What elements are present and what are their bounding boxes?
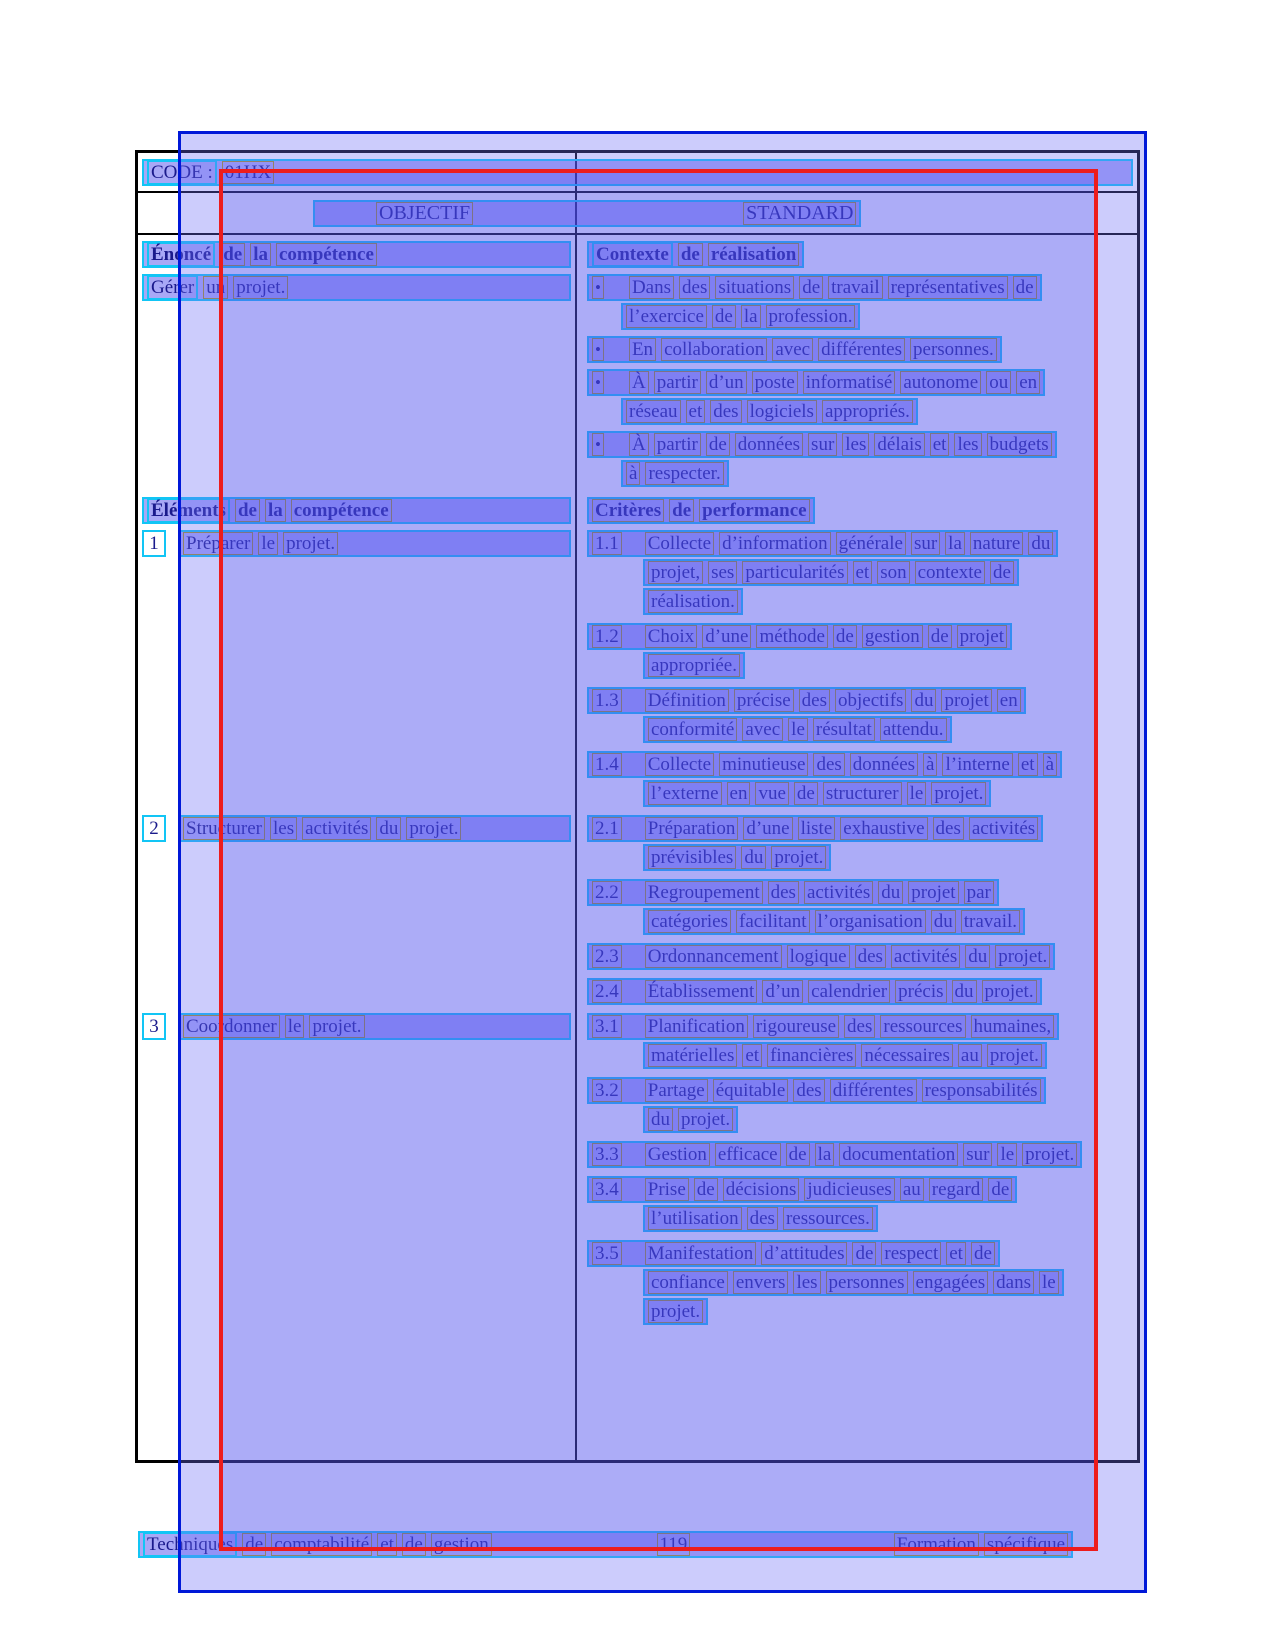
word-box: précise xyxy=(734,689,794,712)
word-box: financières xyxy=(767,1044,856,1067)
word-box: Gérer xyxy=(147,275,198,300)
criterion-line xyxy=(587,751,1062,778)
word-box: Formation xyxy=(894,1533,979,1556)
word-box: et xyxy=(853,561,873,584)
word-box: Planification xyxy=(645,1015,748,1038)
criterion-line xyxy=(587,687,1026,714)
word-box: des xyxy=(747,1207,778,1230)
word-box: de xyxy=(799,276,823,299)
criterion-line xyxy=(587,1013,1059,1040)
word-box: projet xyxy=(941,689,991,712)
word-box: prévisibles xyxy=(648,846,736,869)
word-box: de xyxy=(928,625,952,648)
word-box: d’information xyxy=(719,532,831,555)
word-box: le xyxy=(788,718,808,741)
word-box: Manifestation xyxy=(645,1242,757,1265)
word-box: différentes xyxy=(818,338,905,361)
objectif-header: OBJECTIF xyxy=(376,202,473,225)
enonce-title-row xyxy=(142,241,571,268)
criterion-line xyxy=(587,1141,1082,1168)
word-box: d’une xyxy=(702,625,751,648)
word-box: minutieuse xyxy=(719,753,808,776)
word-box: au xyxy=(900,1178,924,1201)
word-box: réseau xyxy=(626,400,681,423)
word-box: et xyxy=(946,1242,966,1265)
word-box: ressources xyxy=(880,1015,965,1038)
element-number: 3 xyxy=(142,1013,166,1040)
criterion-line xyxy=(587,623,1012,650)
word-box: d’un xyxy=(762,980,803,1003)
word-box: de xyxy=(786,1143,810,1166)
word-box: Regroupement xyxy=(645,881,763,904)
column-headers-band xyxy=(313,200,861,227)
word-box: et xyxy=(686,400,706,423)
word-box: du xyxy=(931,910,956,933)
column-divider xyxy=(575,235,577,1461)
word-box: à xyxy=(626,462,640,485)
word-box: Critères xyxy=(592,499,664,522)
word-box: Structurer xyxy=(183,817,265,840)
word-box: respecter. xyxy=(645,462,723,485)
word-box: vue xyxy=(755,782,788,805)
word-box: projet xyxy=(957,625,1007,648)
word-box: la xyxy=(945,532,965,555)
word-box: de xyxy=(678,243,703,266)
word-box: des xyxy=(855,945,886,968)
footer-line-band xyxy=(138,1531,1073,1558)
word-box: Contexte xyxy=(592,242,673,267)
word-box: ses xyxy=(708,561,737,584)
criterion-number: 1.1 xyxy=(592,532,622,555)
word-box: l’interne xyxy=(942,753,1012,776)
word-box: méthode xyxy=(756,625,827,648)
competency-table xyxy=(135,150,1140,1463)
word-box: nature xyxy=(970,532,1023,555)
word-box: de xyxy=(988,1178,1012,1201)
line-band xyxy=(178,530,571,557)
word-box: données xyxy=(735,433,803,456)
word-box: des xyxy=(799,689,830,712)
word-box: attendu. xyxy=(880,718,947,741)
criterion-number: 3.4 xyxy=(592,1178,622,1201)
word-box: les xyxy=(842,433,869,456)
word-box: partir xyxy=(654,371,701,394)
word-box: liste xyxy=(798,817,836,840)
criterion-line xyxy=(643,844,831,871)
word-box: à xyxy=(923,753,937,776)
line-band xyxy=(142,241,571,268)
criterion-line xyxy=(643,780,991,807)
word-box: l’externe xyxy=(648,782,722,805)
word-box: projet. xyxy=(931,782,986,805)
word-box: des xyxy=(768,881,799,904)
elements-title-row xyxy=(142,497,571,524)
word-box: humaines, xyxy=(971,1015,1055,1038)
word-box: activités xyxy=(804,881,873,904)
word-box: Préparation xyxy=(645,817,739,840)
criterion-line xyxy=(643,1298,708,1325)
word-box: de xyxy=(971,1242,995,1265)
word-box: le xyxy=(997,1143,1017,1166)
word-box: conformité xyxy=(648,718,737,741)
bullet-line xyxy=(587,336,1002,363)
word-box: décisions xyxy=(723,1178,800,1201)
word-box: responsabilités xyxy=(922,1079,1041,1102)
criterion-line xyxy=(643,559,1019,586)
word-box: résultat xyxy=(813,718,875,741)
word-box: projet. xyxy=(648,1300,703,1323)
criterion-line xyxy=(643,908,1025,935)
word-box: À xyxy=(629,371,649,394)
criterion-number: 2.3 xyxy=(592,945,622,968)
word-box: les xyxy=(954,433,981,456)
bullet-icon: • xyxy=(592,371,604,394)
line-band xyxy=(142,274,571,301)
word-box: générale xyxy=(836,532,906,555)
bullet-icon: • xyxy=(592,433,604,456)
word-box: de xyxy=(235,499,260,522)
word-box: projet xyxy=(908,881,958,904)
word-box: délais xyxy=(874,433,924,456)
word-box: son xyxy=(877,561,909,584)
bullet-line xyxy=(587,274,1042,301)
word-box: de xyxy=(794,782,818,805)
word-box: activités xyxy=(302,817,371,840)
word-box: la xyxy=(265,499,286,522)
word-box: sur xyxy=(963,1143,992,1166)
code-row xyxy=(138,153,1137,193)
word-box: du xyxy=(952,980,977,1003)
word-box: En xyxy=(629,338,656,361)
word-box: d’attitudes xyxy=(761,1242,847,1265)
word-box: calendrier xyxy=(808,980,890,1003)
criterion-line xyxy=(587,879,999,906)
code-band-slot xyxy=(142,159,1133,186)
word-box: activités xyxy=(891,945,960,968)
word-box: des xyxy=(793,1079,824,1102)
element-row xyxy=(142,815,571,842)
word-box: objectifs xyxy=(835,689,906,712)
word-box: profession. xyxy=(766,305,856,328)
line-band xyxy=(142,497,571,524)
word-box: particularités xyxy=(742,561,847,584)
word-box: d’une xyxy=(743,817,792,840)
word-box: autonome xyxy=(900,371,981,394)
word-box: efficace xyxy=(715,1143,781,1166)
word-box: de xyxy=(220,243,245,266)
word-box: ou xyxy=(986,371,1011,394)
word-box: et xyxy=(1018,753,1038,776)
word-box: Définition xyxy=(645,689,729,712)
standard-column xyxy=(577,235,1133,1325)
word-box: situations xyxy=(715,276,794,299)
word-box: de xyxy=(402,1533,426,1556)
word-box: documentation xyxy=(839,1143,958,1166)
word-box: Techniques xyxy=(143,1532,237,1557)
criterion-number: 3.3 xyxy=(592,1143,622,1166)
word-box: par xyxy=(964,881,994,904)
bullet-icon: • xyxy=(592,338,604,361)
word-box: judicieuses xyxy=(804,1178,894,1201)
criterion-line xyxy=(643,1106,738,1133)
criterion-number: 3.2 xyxy=(592,1079,622,1102)
word-box: Énoncé xyxy=(147,242,215,267)
element-number: 2 xyxy=(142,815,166,842)
word-box: en xyxy=(727,782,751,805)
word-box: partir xyxy=(654,433,701,456)
word-box: budgets xyxy=(987,433,1052,456)
word-box: sur xyxy=(808,433,837,456)
criterion-line xyxy=(587,815,1043,842)
code-label: CODE : xyxy=(147,160,217,185)
criterion-line xyxy=(643,1042,1047,1069)
word-box: projet. xyxy=(1022,1143,1077,1166)
criterion-line xyxy=(587,1077,1046,1104)
contexte-title-band xyxy=(587,241,804,268)
word-box: différentes xyxy=(830,1079,917,1102)
line-band xyxy=(178,1013,571,1040)
word-box: au xyxy=(958,1044,982,1067)
bullet-line xyxy=(587,369,1045,396)
word-box: confiance xyxy=(648,1271,728,1294)
criteres-title-band xyxy=(587,497,815,524)
word-box: matérielles xyxy=(648,1044,737,1067)
word-box: poste xyxy=(752,371,798,394)
word-box: et xyxy=(930,433,950,456)
word-box: des xyxy=(933,817,964,840)
word-box: exhaustive xyxy=(840,817,927,840)
word-box: projet. xyxy=(678,1108,733,1131)
word-box: le xyxy=(1039,1271,1059,1294)
bullet-line xyxy=(621,460,729,487)
criterion-number: 2.2 xyxy=(592,881,622,904)
word-box: activités xyxy=(969,817,1038,840)
word-box: de xyxy=(990,561,1014,584)
word-box: avec xyxy=(772,338,813,361)
word-box: l’utilisation xyxy=(648,1207,742,1230)
word-box: ressources. xyxy=(783,1207,873,1230)
word-box: regard xyxy=(929,1178,984,1201)
bullet-line xyxy=(587,431,1057,458)
word-box: respect xyxy=(881,1242,941,1265)
word-box: structurer xyxy=(823,782,902,805)
bullet-icon: • xyxy=(592,276,604,299)
content-row xyxy=(138,235,1137,1461)
word-box: Collecte xyxy=(645,753,714,776)
bullet-line xyxy=(621,303,860,330)
word-box: du xyxy=(965,945,990,968)
word-box: envers xyxy=(733,1271,789,1294)
word-box: projet. xyxy=(771,846,826,869)
word-box: de xyxy=(694,1178,718,1201)
criterion-line xyxy=(643,652,745,679)
criterion-line xyxy=(587,1176,1017,1203)
criterion-number: 2.4 xyxy=(592,980,622,1003)
element-row xyxy=(142,1013,571,1040)
word-box: de xyxy=(712,305,736,328)
bullet-line xyxy=(621,398,918,425)
word-box: du xyxy=(878,881,903,904)
word-box: du xyxy=(1028,532,1053,555)
word-box: Choix xyxy=(645,625,697,648)
word-box: de xyxy=(669,499,694,522)
word-box: de xyxy=(242,1533,266,1556)
code-value: 01HX xyxy=(222,161,274,184)
line-band xyxy=(142,159,1133,186)
word-box: Établissement xyxy=(645,980,758,1003)
word-box: logique xyxy=(787,945,850,968)
word-box: comptabilité xyxy=(271,1533,372,1556)
word-box: dans xyxy=(993,1271,1034,1294)
word-box: facilitant xyxy=(736,910,810,933)
word-box: d’un xyxy=(706,371,747,394)
criterion-number: 3.5 xyxy=(592,1242,622,1265)
word-box: des xyxy=(710,400,741,423)
criterion-number: 3.1 xyxy=(592,1015,622,1038)
word-box: compétence xyxy=(291,499,392,522)
word-box: Éléments xyxy=(147,498,230,523)
word-box: gestion xyxy=(862,625,923,648)
word-box: avec xyxy=(742,718,783,741)
word-box: personnes. xyxy=(910,338,997,361)
word-box: du xyxy=(648,1108,673,1131)
criterion-line xyxy=(643,588,743,615)
word-box: projet. xyxy=(982,980,1037,1003)
word-box: des xyxy=(679,276,710,299)
word-box: l’exercice xyxy=(626,305,707,328)
word-box: projet. xyxy=(987,1044,1042,1067)
word-box: nécessaires xyxy=(861,1044,952,1067)
word-box: collaboration xyxy=(661,338,767,361)
word-box: réalisation xyxy=(708,243,800,266)
word-box: en xyxy=(1016,371,1040,394)
word-box: équitable xyxy=(713,1079,789,1102)
criterion-line xyxy=(643,716,952,743)
element-row xyxy=(142,530,571,557)
word-box: données xyxy=(850,753,918,776)
word-box: Gestion xyxy=(645,1143,710,1166)
word-box: Prise xyxy=(645,1178,689,1201)
word-box: en xyxy=(997,689,1021,712)
word-box: de xyxy=(833,625,857,648)
word-box: la xyxy=(741,305,761,328)
word-box: rigoureuse xyxy=(753,1015,839,1038)
criterion-line xyxy=(587,530,1058,557)
criterion-line xyxy=(643,1269,1064,1296)
word-box: la xyxy=(815,1143,835,1166)
word-box: projet. xyxy=(309,1015,364,1038)
word-box: projet. xyxy=(233,276,288,299)
word-box: Préparer xyxy=(183,532,253,555)
word-box: Dans xyxy=(629,276,674,299)
word-box: gestion xyxy=(431,1533,492,1556)
word-box: des xyxy=(813,753,844,776)
word-box: de xyxy=(706,433,730,456)
objectif-column xyxy=(140,235,573,1461)
word-box: performance xyxy=(699,499,809,522)
standard-header: STANDARD xyxy=(743,202,856,225)
criterion-number: 1.4 xyxy=(592,753,622,776)
word-box: réalisation. xyxy=(648,590,738,613)
word-box: représentatives xyxy=(888,276,1008,299)
word-box: le xyxy=(907,782,927,805)
criterion-number: 1.2 xyxy=(592,625,622,648)
word-box: appropriés. xyxy=(822,400,913,423)
word-box: catégories xyxy=(648,910,731,933)
word-box: engagées xyxy=(913,1271,989,1294)
word-box: personnes xyxy=(826,1271,908,1294)
objectif-standard-row xyxy=(138,193,1137,235)
word-box: la xyxy=(250,243,271,266)
criterion-line xyxy=(587,1240,1000,1267)
word-box: Collecte xyxy=(645,532,714,555)
word-box: À xyxy=(629,433,649,456)
word-box: du xyxy=(376,817,401,840)
word-box: de xyxy=(1013,276,1037,299)
word-box: projet. xyxy=(283,532,338,555)
word-box: informatisé xyxy=(803,371,896,394)
word-box: Partage xyxy=(645,1079,708,1102)
word-box: Coordonner xyxy=(183,1015,280,1038)
word-box: compétence xyxy=(276,243,377,266)
word-box: projet. xyxy=(406,817,461,840)
word-box: contexte xyxy=(915,561,985,584)
word-box: projet, xyxy=(648,561,703,584)
element-number: 1 xyxy=(142,530,166,557)
criterion-line xyxy=(587,943,1055,970)
word-box: à xyxy=(1043,753,1057,776)
word-box: les xyxy=(793,1271,820,1294)
word-box: des xyxy=(844,1015,875,1038)
word-box: du xyxy=(911,689,936,712)
word-box: travail xyxy=(828,276,883,299)
word-box: le xyxy=(285,1015,305,1038)
criterion-number: 1.3 xyxy=(592,689,622,712)
word-box: Ordonnancement xyxy=(645,945,782,968)
word-box: les xyxy=(270,817,297,840)
word-box: logiciels xyxy=(747,400,817,423)
enonce-text-row xyxy=(142,274,571,301)
word-box: de xyxy=(852,1242,876,1265)
criterion-line xyxy=(643,1205,878,1232)
page-number: 119 xyxy=(657,1533,691,1556)
word-box: du xyxy=(741,846,766,869)
word-box: un xyxy=(203,276,228,299)
word-box: spécifique xyxy=(984,1533,1068,1556)
criterion-number: 2.1 xyxy=(592,817,622,840)
word-box: appropriée. xyxy=(648,654,740,677)
page-footer xyxy=(138,1531,1073,1558)
criterion-line xyxy=(587,978,1042,1005)
line-band xyxy=(178,815,571,842)
word-box: et xyxy=(742,1044,762,1067)
word-box: travail. xyxy=(961,910,1020,933)
word-box: l’organisation xyxy=(815,910,926,933)
word-box: sur xyxy=(911,532,940,555)
word-box: et xyxy=(377,1533,397,1556)
word-box: le xyxy=(258,532,278,555)
word-box: précis xyxy=(895,980,946,1003)
word-box: projet. xyxy=(995,945,1050,968)
